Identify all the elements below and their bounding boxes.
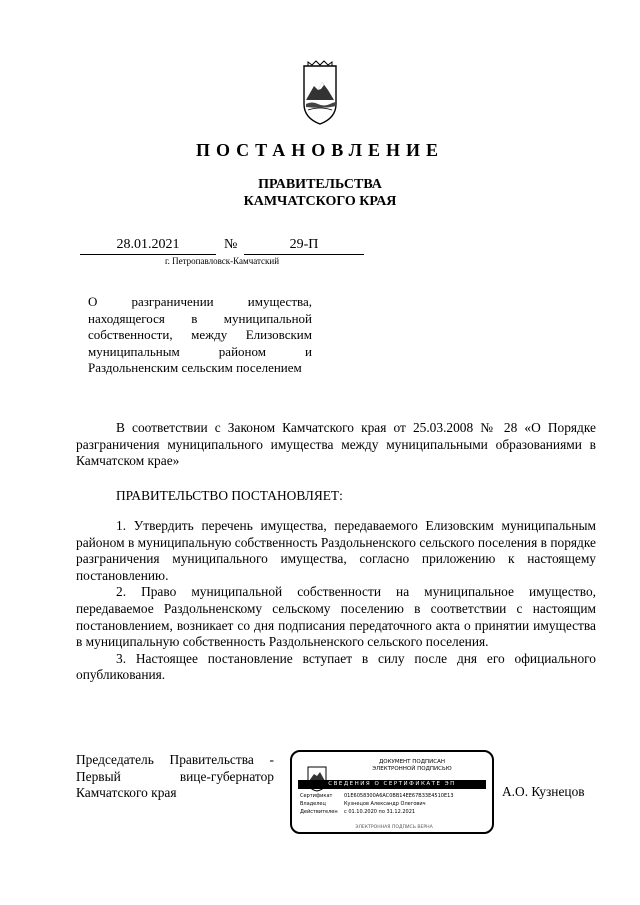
number-sign: № [224, 237, 238, 252]
document-subject: О разграничении имущества, находящегося в муниципальной собственности, между Елизовским муниципальным районом и Раздольненским сельским поселением [88, 294, 312, 375]
document-number: 29-П [244, 236, 364, 255]
e-signature-stamp [290, 750, 494, 834]
stamp-title [332, 759, 492, 773]
signer-position-line: Первый вице-губернатор [76, 768, 274, 784]
stamp-title-line: ДОКУМЕНТ ПОДПИСАН [378, 759, 446, 765]
stamp-row-value: с 01.10.2020 по 31.12.2021 [344, 809, 416, 815]
signer-position [76, 752, 274, 802]
stamp-certificate-details [300, 792, 490, 816]
signer-position-line: Камчатского края [76, 785, 177, 801]
decree-item: 3. Настоящее постановление вступает в силу после дня его официального опубликования. [76, 650, 596, 683]
stamp-footer: ЭЛЕКТРОННАЯ ПОДПИСЬ ВЕРНА [355, 825, 433, 830]
document-type: ПОСТАНОВЛЕНИЕ [195, 140, 445, 160]
document-date: 28.01.2021 [80, 236, 216, 255]
decree-item: 2. Право муниципальной собственности на муниципальное имущество, передаваемое Раздольненскому сельскому поселению в соответствии с настоящим постановлением, возникает со дня подписания передаточного акта о принятии имущества в муниципальную собственность Раздольненского сельского поселения. [76, 584, 596, 650]
stamp-row [300, 808, 490, 816]
stamp-row-key: Сертификат [300, 793, 333, 799]
issue-city: г. Петропавловск-Камчатский [164, 256, 280, 266]
stamp-row-key: Действителен [300, 809, 338, 815]
stamp-certificate-header: СВЕДЕНИЯ О СЕРТИФИКАТЕ ЭП [298, 780, 486, 789]
authority-line-2: КАМЧАТСКОГО КРАЯ [243, 194, 397, 209]
intro-paragraph: В соответствии с Законом Камчатского края от 25.03.2008 № 28 «О Порядке разграничения муниципального имущества между муниципальными образованиями в Камчатском крае» [76, 420, 596, 469]
decree-items [76, 518, 596, 684]
stamp-title-line: ЭЛЕКТРОННОЙ ПОДПИСЬЮ [372, 766, 452, 772]
signer-position-line: Председатель Правительства - [76, 752, 274, 767]
stamp-row-value: 01E6058300A6AC0BB14EE67B33E4510E13 [344, 793, 454, 799]
stamp-row [300, 792, 490, 800]
issuing-authority [0, 176, 640, 210]
decree-heading: ПРАВИТЕЛЬСТВО ПОСТАНОВЛЯЕТ: [116, 488, 343, 503]
decree-item: 1. Утвердить перечень имущества, передаваемого Елизовским муниципальным районом в муниципальную собственность Раздольненского сельского поселения в порядке разграничения муниципального имущества, согласно приложению к настоящему постановлению. [76, 518, 596, 583]
stamp-row [300, 800, 490, 808]
stamp-row-value: Кузнецов Александр Олегович [344, 801, 426, 807]
signer-name: А.О. Кузнецов [502, 784, 585, 799]
stamp-row-key: Владелец [300, 801, 326, 807]
authority-line-1: ПРАВИТЕЛЬСТВА [258, 177, 382, 192]
emblem-icon [300, 60, 340, 126]
